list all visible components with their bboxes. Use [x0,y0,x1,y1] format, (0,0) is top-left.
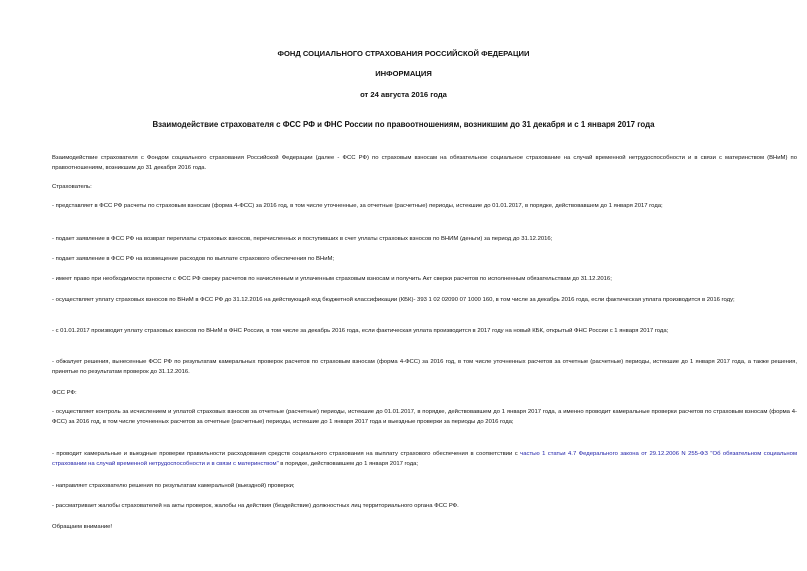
insurer-heading: Страхователь: [52,184,92,190]
org-heading: ФОНД СОЦИАЛЬНОГО СТРАХОВАНИЯ РОССИЙСКОЙ ФЕДЕРАЦИИ [277,49,530,58]
federal-law-link[interactable]: частью 1 статьи 4.7 Федерального закона от 29.12.2006 N 255-ФЗ "Об обязательном социальном страховании на случай временной нетрудоспособности и в связи с материнством" [52,451,797,467]
doc-date: от 24 августа 2016 года [360,90,447,99]
fss-item-2-text-start: - проводит камеральные и выездные проверки правильности расходования средств социального страхования на выплату страхового обеспечения в соответствии с [52,451,521,457]
insurer-item-3: - подает заявление в ФСС РФ на возмещение расходов по выплате страхового обеспечения по ВНиМ; [52,256,335,262]
insurer-item-2: - подает заявление в ФСС РФ на возврат переплаты страховых взносов, перечисленных и поступивших в счет уплаты страховых взносов по ВНИМ (деньги) за период до 31.12.2016; [52,236,553,242]
doc-type-heading: ИНФОРМАЦИЯ [375,69,432,78]
closing-note: Обращаем внимание! [52,524,113,530]
fss-item-1: - осуществляет контроль за исчислением и уплатой страховых взносов за отчетные (расчетные) периоды, истекшие до 01.01.2017, в порядке, действовавшем до 1 января 2017 года, а именно проводит камеральные проверки расчетов по страховым взносам (форма 4-ФСС) за 2016 год, в том числе уточненных расчетов за отчетные (расчетные) периоды, истекшие до 1 января 2017 года и выездные проверки за периоды до 2016 года; [52,409,797,425]
fss-item-3: - направляет страхователю решения по результатам камеральной (выездной) проверки; [52,483,295,489]
fss-item-2 [52,449,797,469]
insurer-item-7: - обжалует решения, вынесенные ФСС РФ по результатам камеральных проверок расчетов по страховым взносам (форма 4-ФСС) за 2016 год, в том числе уточненных расчетов за отчетные (расчетные) периоды, истекшие до 1 января 2017 года, а также решения, принятые по результатам проверок до 31.12.2016. [52,359,797,375]
insurer-item-4: - имеет право при необходимости провести с ФСС РФ сверку расчетов по начисленным и уплаченным страховым взносам и получить Акт сверки расчетов по исполненным обязательствам до 31.12.2016; [52,276,612,282]
fss-item-2-text-end: в порядке, действовавшем до 1 января 2017 года; [278,461,419,467]
intro-paragraph: Взаимодействие страхователя с Фондом социального страхования Российской Федерации (далее - ФСС РФ) по страховым взносам на обязательное социальное страхование на случай временной нетрудоспособности и в связи с материнством (ВНиМ) по правоотношениям, возникшим до 31 декабря 2016 года. [52,155,797,171]
fss-heading: ФСС РФ: [52,390,77,396]
fss-item-4: - рассматривает жалобы страхователей на акты проверок, жалобы на действия (бездействие) должностных лиц территориального органа ФСС РФ. [52,503,459,509]
insurer-item-1: - представляет в ФСС РФ расчеты по страховым взносам (форма 4-ФСС) за 2016 год, в том числе уточненные, за отчетные (расчетные) периоды, истекшие до 01.01.2017, в порядке, действовавшем до 1 января 2017 года; [52,203,663,209]
insurer-item-5: - осуществляет уплату страховых взносов по ВНиМ в ФСС РФ до 31.12.2016 на действующий код бюджетной классификации (КБК)- 393 1 02 02090 07 1000 160, в том числе за декабрь 2016 года, если фактическая уплата производится в 2016 году; [52,297,735,303]
document-title: Взаимодействие страхователя с ФСС РФ и ФНС России по правоотношениям, возникшим до 31 декабря и с 1 января 2017 года [152,120,655,129]
insurer-item-6: - с 01.01.2017 производит уплату страховых взносов по ВНиМ в ФНС России, в том числе за декабрь 2016 года, если фактическая уплата производится в 2017 году на новый КБК, открытый ФНС России с 1 января 2017 года; [52,328,669,334]
